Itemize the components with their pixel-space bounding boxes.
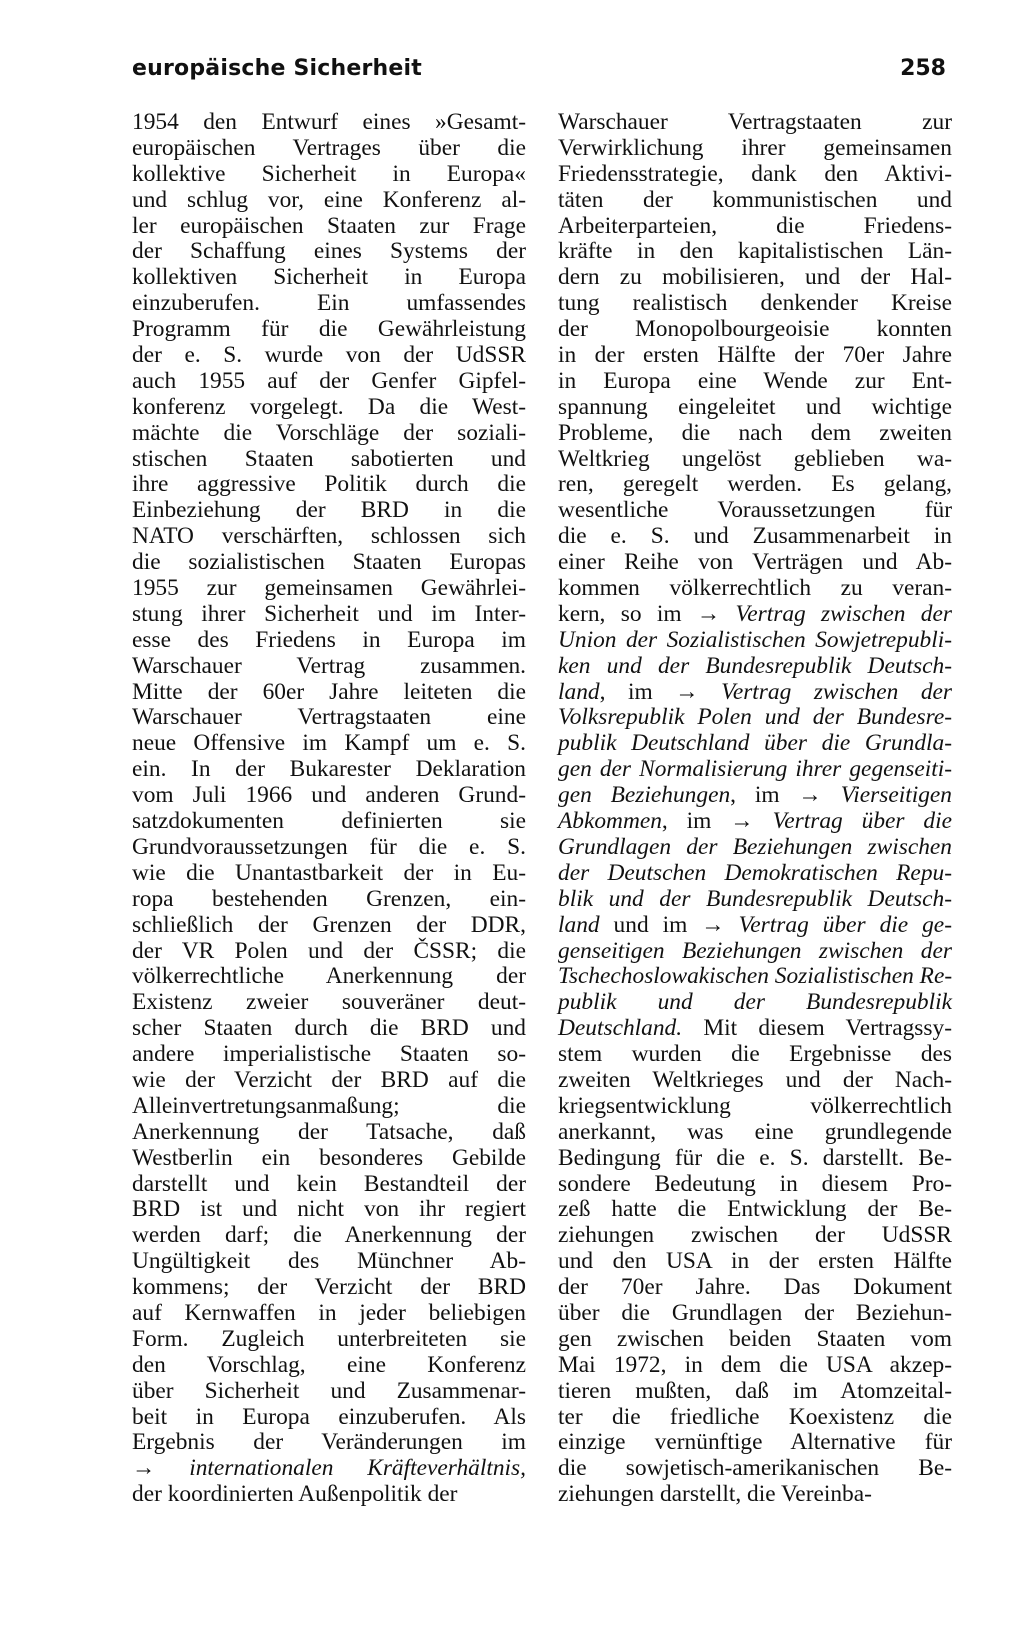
text-line: gen der Normalisierung ihrer gegenseiti-	[558, 756, 952, 783]
text-line: Einbeziehung der BRD in die	[132, 497, 526, 524]
text-line: über die Grundlagen der Beziehun-	[558, 1299, 952, 1326]
text-line: Warschauer Vertrag zusammen.	[132, 652, 526, 679]
running-header-title: europäische Sicherheit	[132, 56, 422, 81]
text-line: tung realistisch denkender Kreise	[558, 290, 952, 317]
text-line: kollektive Sicherheit in Europa«	[132, 160, 526, 187]
text-line: die e. S. und Zusammenarbeit in	[558, 523, 952, 550]
page-number: 258	[900, 56, 946, 81]
text-line: den Vorschlag, eine Konferenz	[132, 1351, 526, 1378]
text-line: dern zu mobilisieren, und der Hal-	[558, 264, 952, 291]
text-line: andere imperialistische Staaten so-	[132, 1041, 526, 1068]
text-line: werden darf; die Anerkennung der	[132, 1222, 526, 1249]
text-line: Warschauer Vertragstaaten eine	[132, 704, 526, 731]
text-line: publik Deutschland über die Grundla-	[558, 730, 952, 757]
text-line: Mai 1972, in dem die USA akzep-	[558, 1351, 952, 1378]
text-line: Mitte der 60er Jahre leiteten die	[132, 678, 526, 705]
text-line: ter die friedliche Koexistenz die	[558, 1403, 952, 1430]
text-line: land und im → Vertrag über die ge-	[558, 911, 952, 938]
text-line: einzuberufen. Ein umfassendes	[132, 290, 526, 317]
text-line: der Monopolbourgeoisie konnten	[558, 316, 952, 343]
text-line: Abkommen, im → Vertrag über die	[558, 808, 952, 835]
text-line: die sozialistischen Staaten Europas	[132, 549, 526, 576]
text-line: auf Kernwaffen in jeder beliebigen	[132, 1299, 526, 1326]
text-line: ziehungen darstellt, die Vereinba-	[558, 1481, 872, 1508]
text-line: der Deutschen Demokratischen Repu-	[558, 859, 952, 886]
text-line: sondere Bedeutung in diesem Pro-	[558, 1170, 952, 1197]
text-line: täten der kommunistischen und	[558, 186, 952, 213]
text-line: zweiten Weltkrieges und der Nach-	[558, 1066, 952, 1093]
text-line: esse des Friedens in Europa im	[132, 626, 526, 653]
text-line: land, im → Vertrag zwischen der	[558, 678, 952, 705]
text-line: kollektiven Sicherheit in Europa	[132, 264, 526, 291]
text-line: und den USA in der ersten Hälfte	[558, 1248, 952, 1275]
text-line: der e. S. wurde von der UdSSR	[132, 342, 526, 369]
text-line: und schlug vor, eine Konferenz al-	[132, 186, 526, 213]
text-line: ropa bestehenden Grenzen, ein-	[132, 885, 526, 912]
text-line: Grundvoraussetzungen für die e. S.	[132, 833, 526, 860]
text-line: ein. In der Bukarester Deklaration	[132, 756, 526, 783]
text-line: blik und der Bundesrepublik Deutsch-	[558, 885, 952, 912]
text-line: Friedensstrategie, dank den Aktivi-	[558, 160, 952, 187]
text-line: anerkannt, was eine grundlegende	[558, 1118, 952, 1145]
text-line: Programm für die Gewährleistung	[132, 316, 526, 343]
text-line: Alleinvertretungsanmaßung; die	[132, 1092, 526, 1119]
text-line: Weltkrieg ungelöst geblieben wa-	[558, 445, 952, 472]
text-line: → internationalen Kräfteverhältnis,	[132, 1455, 526, 1482]
text-line: der Schaffung eines Systems der	[132, 238, 526, 265]
text-line: vom Juli 1966 und anderen Grund-	[132, 782, 526, 809]
text-line: stem wurden die Ergebnisse des	[558, 1041, 952, 1068]
text-line: völkerrechtliche Anerkennung der	[132, 963, 526, 990]
text-line: über Sicherheit und Zusammenar-	[132, 1377, 526, 1404]
text-line: tieren mußten, daß im Atomzeital-	[558, 1377, 952, 1404]
text-line: Existenz zweier souveräner deut-	[132, 989, 526, 1016]
text-line: wie die Unantastbarkeit der in Eu-	[132, 859, 526, 886]
right-text-column	[558, 110, 952, 1508]
text-line: stischen Staaten sabotierten und	[132, 445, 526, 472]
text-line: satzdokumenten definierten sie	[132, 808, 526, 835]
text-line: europäischen Vertrages über die	[132, 134, 526, 161]
text-line: 1955 zur gemeinsamen Gewährlei-	[132, 575, 526, 602]
text-line: Ungültigkeit des Münchner Ab-	[132, 1248, 526, 1275]
text-line: der VR Polen und der ČSSR; die	[132, 937, 526, 964]
text-line: Westberlin ein besonderes Gebilde	[132, 1144, 526, 1171]
text-line: wie der Verzicht der BRD auf die	[132, 1066, 526, 1093]
text-line: neue Offensive im Kampf um e. S.	[132, 730, 526, 757]
text-line: Tschechoslowakischen Sozialistischen Re-	[558, 963, 953, 990]
text-line: Arbeiterparteien, die Friedens-	[558, 212, 952, 239]
text-line: ren, geregelt werden. Es gelang,	[558, 471, 952, 498]
text-line: kräfte in den kapitalistischen Län-	[558, 238, 952, 265]
text-line: konferenz vorgelegt. Da die West-	[132, 393, 526, 420]
text-line: Bedingung für die e. S. darstellt. Be-	[558, 1144, 952, 1171]
text-line: in der ersten Hälfte der 70er Jahre	[558, 342, 952, 369]
text-line: publik und der Bundesrepublik	[558, 989, 952, 1016]
text-line: Grundlagen der Beziehungen zwischen	[558, 833, 952, 860]
text-line: die sowjetisch-amerikanischen Be-	[558, 1455, 952, 1482]
text-line: zeß hatte die Entwicklung der Be-	[558, 1196, 952, 1223]
text-line: wesentliche Voraussetzungen für	[558, 497, 952, 524]
text-line: Deutschland. Mit diesem Vertragssy-	[558, 1015, 952, 1042]
text-line: auch 1955 auf der Genfer Gipfel-	[132, 367, 526, 394]
text-line: Probleme, die nach dem zweiten	[558, 419, 952, 446]
text-line: Ergebnis der Veränderungen im	[132, 1429, 526, 1456]
text-line: BRD ist und nicht von ihr regiert	[132, 1196, 526, 1223]
text-line: Union der Sozialistischen Sowjetrepubli-	[558, 626, 952, 653]
text-line: kommens; der Verzicht der BRD	[132, 1274, 526, 1301]
text-line: beit in Europa einzuberufen. Als	[132, 1403, 526, 1430]
text-line: Warschauer Vertragstaaten zur	[558, 109, 952, 135]
text-line: kriegsentwicklung völkerrechtlich	[558, 1092, 952, 1119]
text-line: darstellt und kein Bestandteil der	[132, 1170, 526, 1197]
text-line: ken und der Bundesrepublik Deutsch-	[558, 652, 952, 679]
text-line: ihre aggressive Politik durch die	[132, 471, 526, 498]
text-line: Form. Zugleich unterbreiteten sie	[132, 1325, 526, 1352]
text-line: Verwirklichung ihrer gemeinsamen	[558, 134, 952, 161]
text-line: kommen völkerrechtlich zu veran-	[558, 575, 952, 602]
left-text-column	[132, 110, 526, 1508]
text-line: scher Staaten durch die BRD und	[132, 1015, 526, 1042]
text-line: spannung eingeleitet und wichtige	[558, 393, 952, 420]
text-line: gen zwischen beiden Staaten vom	[558, 1325, 952, 1352]
text-line: der koordinierten Außenpolitik der	[132, 1481, 458, 1508]
text-line: genseitigen Beziehungen zwischen der	[558, 937, 952, 964]
text-line: einzige vernünftige Alternative für	[558, 1429, 952, 1456]
text-line: schließlich der Grenzen der DDR,	[132, 911, 526, 938]
text-line: der 70er Jahre. Das Dokument	[558, 1274, 952, 1301]
text-line: ziehungen zwischen der UdSSR	[558, 1222, 952, 1249]
text-line: einer Reihe von Verträgen und Ab-	[558, 549, 952, 576]
text-line: NATO verschärften, schlossen sich	[132, 523, 526, 550]
text-line: kern, so im → Vertrag zwischen der	[558, 600, 952, 627]
text-line: 1954 den Entwurf eines »Gesamt-	[132, 109, 526, 135]
text-line: mächte die Vorschläge der soziali-	[132, 419, 526, 446]
text-line: ler europäischen Staaten zur Frage	[132, 212, 526, 239]
text-line: gen Beziehungen, im → Vierseitigen	[558, 782, 952, 809]
text-line: in Europa eine Wende zur Ent-	[558, 367, 952, 394]
text-line: Anerkennung der Tatsache, daß	[132, 1118, 526, 1145]
text-line: stung ihrer Sicherheit und im Inter-	[132, 600, 526, 627]
text-line: Volksrepublik Polen und der Bundesre-	[558, 704, 952, 731]
